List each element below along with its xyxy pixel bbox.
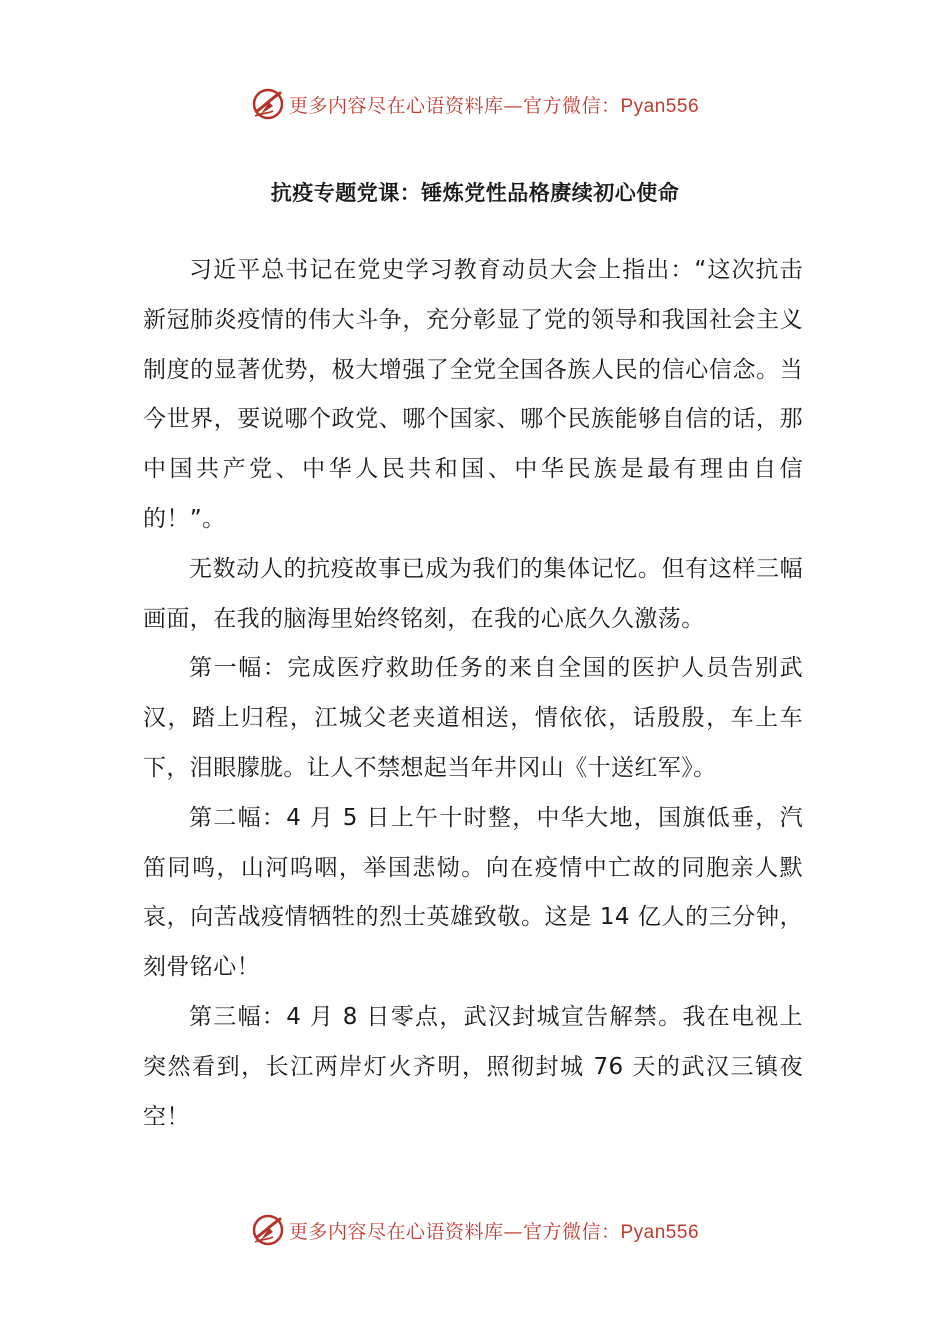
banner-text bbox=[289, 91, 699, 118]
banner-site-name: 更多内容尽在心语资料库 bbox=[288, 1220, 504, 1243]
banner-wechat-id: Pyan556 bbox=[620, 95, 700, 117]
banner-site-name: 更多内容尽在心语资料库 bbox=[288, 94, 504, 117]
document-body bbox=[143, 246, 803, 1142]
paragraph: 习近平总书记在党史学习教育动员大会上指出：“这次抗击新冠肺炎疫情的伟大斗争，充分彰显了党的领导和我国社会主义制度的显著优势，极大增强了全党全国各族人民的信心信念。当今世界，要说哪个政党、哪个国家、哪个民族能够自信的话，那中国共产党、中华人民共和国、中华民族是最有理由自信的！”。 bbox=[143, 257, 803, 532]
banner-separator: — bbox=[503, 1220, 523, 1243]
pen-logo-icon bbox=[251, 87, 285, 121]
banner-wechat-id: Pyan556 bbox=[620, 1221, 700, 1243]
banner-wechat-label: 官方微信： bbox=[522, 94, 621, 117]
banner-separator: — bbox=[503, 94, 523, 117]
banner-text bbox=[289, 1217, 699, 1244]
banner-wechat-label: 官方微信： bbox=[522, 1220, 621, 1243]
paragraph: 第二幅：4 月 5 日上午十时整，中华大地，国旗低垂，汽笛同鸣，山河呜咽，举国悲恸。向在疫情中亡故的同胞亲人默哀，向苦战疫情牺牲的烈士英雄致敬。这是 14 亿人的三分钟，刻骨铭心！ bbox=[143, 804, 803, 981]
document-title: 抗疫专题党课：锤炼党性品格赓续初心使命 bbox=[270, 181, 680, 205]
header-banner bbox=[0, 84, 950, 124]
paragraph: 第一幅：完成医疗救助任务的来自全国的医护人员告别武汉，踏上归程，江城父老夹道相送，情依依，话殷殷，车上车下，泪眼朦胧。让人不禁想起当年井冈山《十送红军》。 bbox=[143, 655, 803, 781]
paragraph: 第三幅：4 月 8 日零点，武汉封城宣告解禁。我在电视上突然看到，长江两岸灯火齐明，照彻封城 76 天的武汉三镇夜空！ bbox=[143, 1003, 803, 1130]
paragraph: 无数动人的抗疫故事已成为我们的集体记忆。但有这样三幅画面，在我的脑海里始终铭刻，在我的心底久久激荡。 bbox=[143, 555, 803, 632]
pen-logo-icon bbox=[251, 1213, 285, 1247]
footer-banner bbox=[0, 1210, 950, 1250]
